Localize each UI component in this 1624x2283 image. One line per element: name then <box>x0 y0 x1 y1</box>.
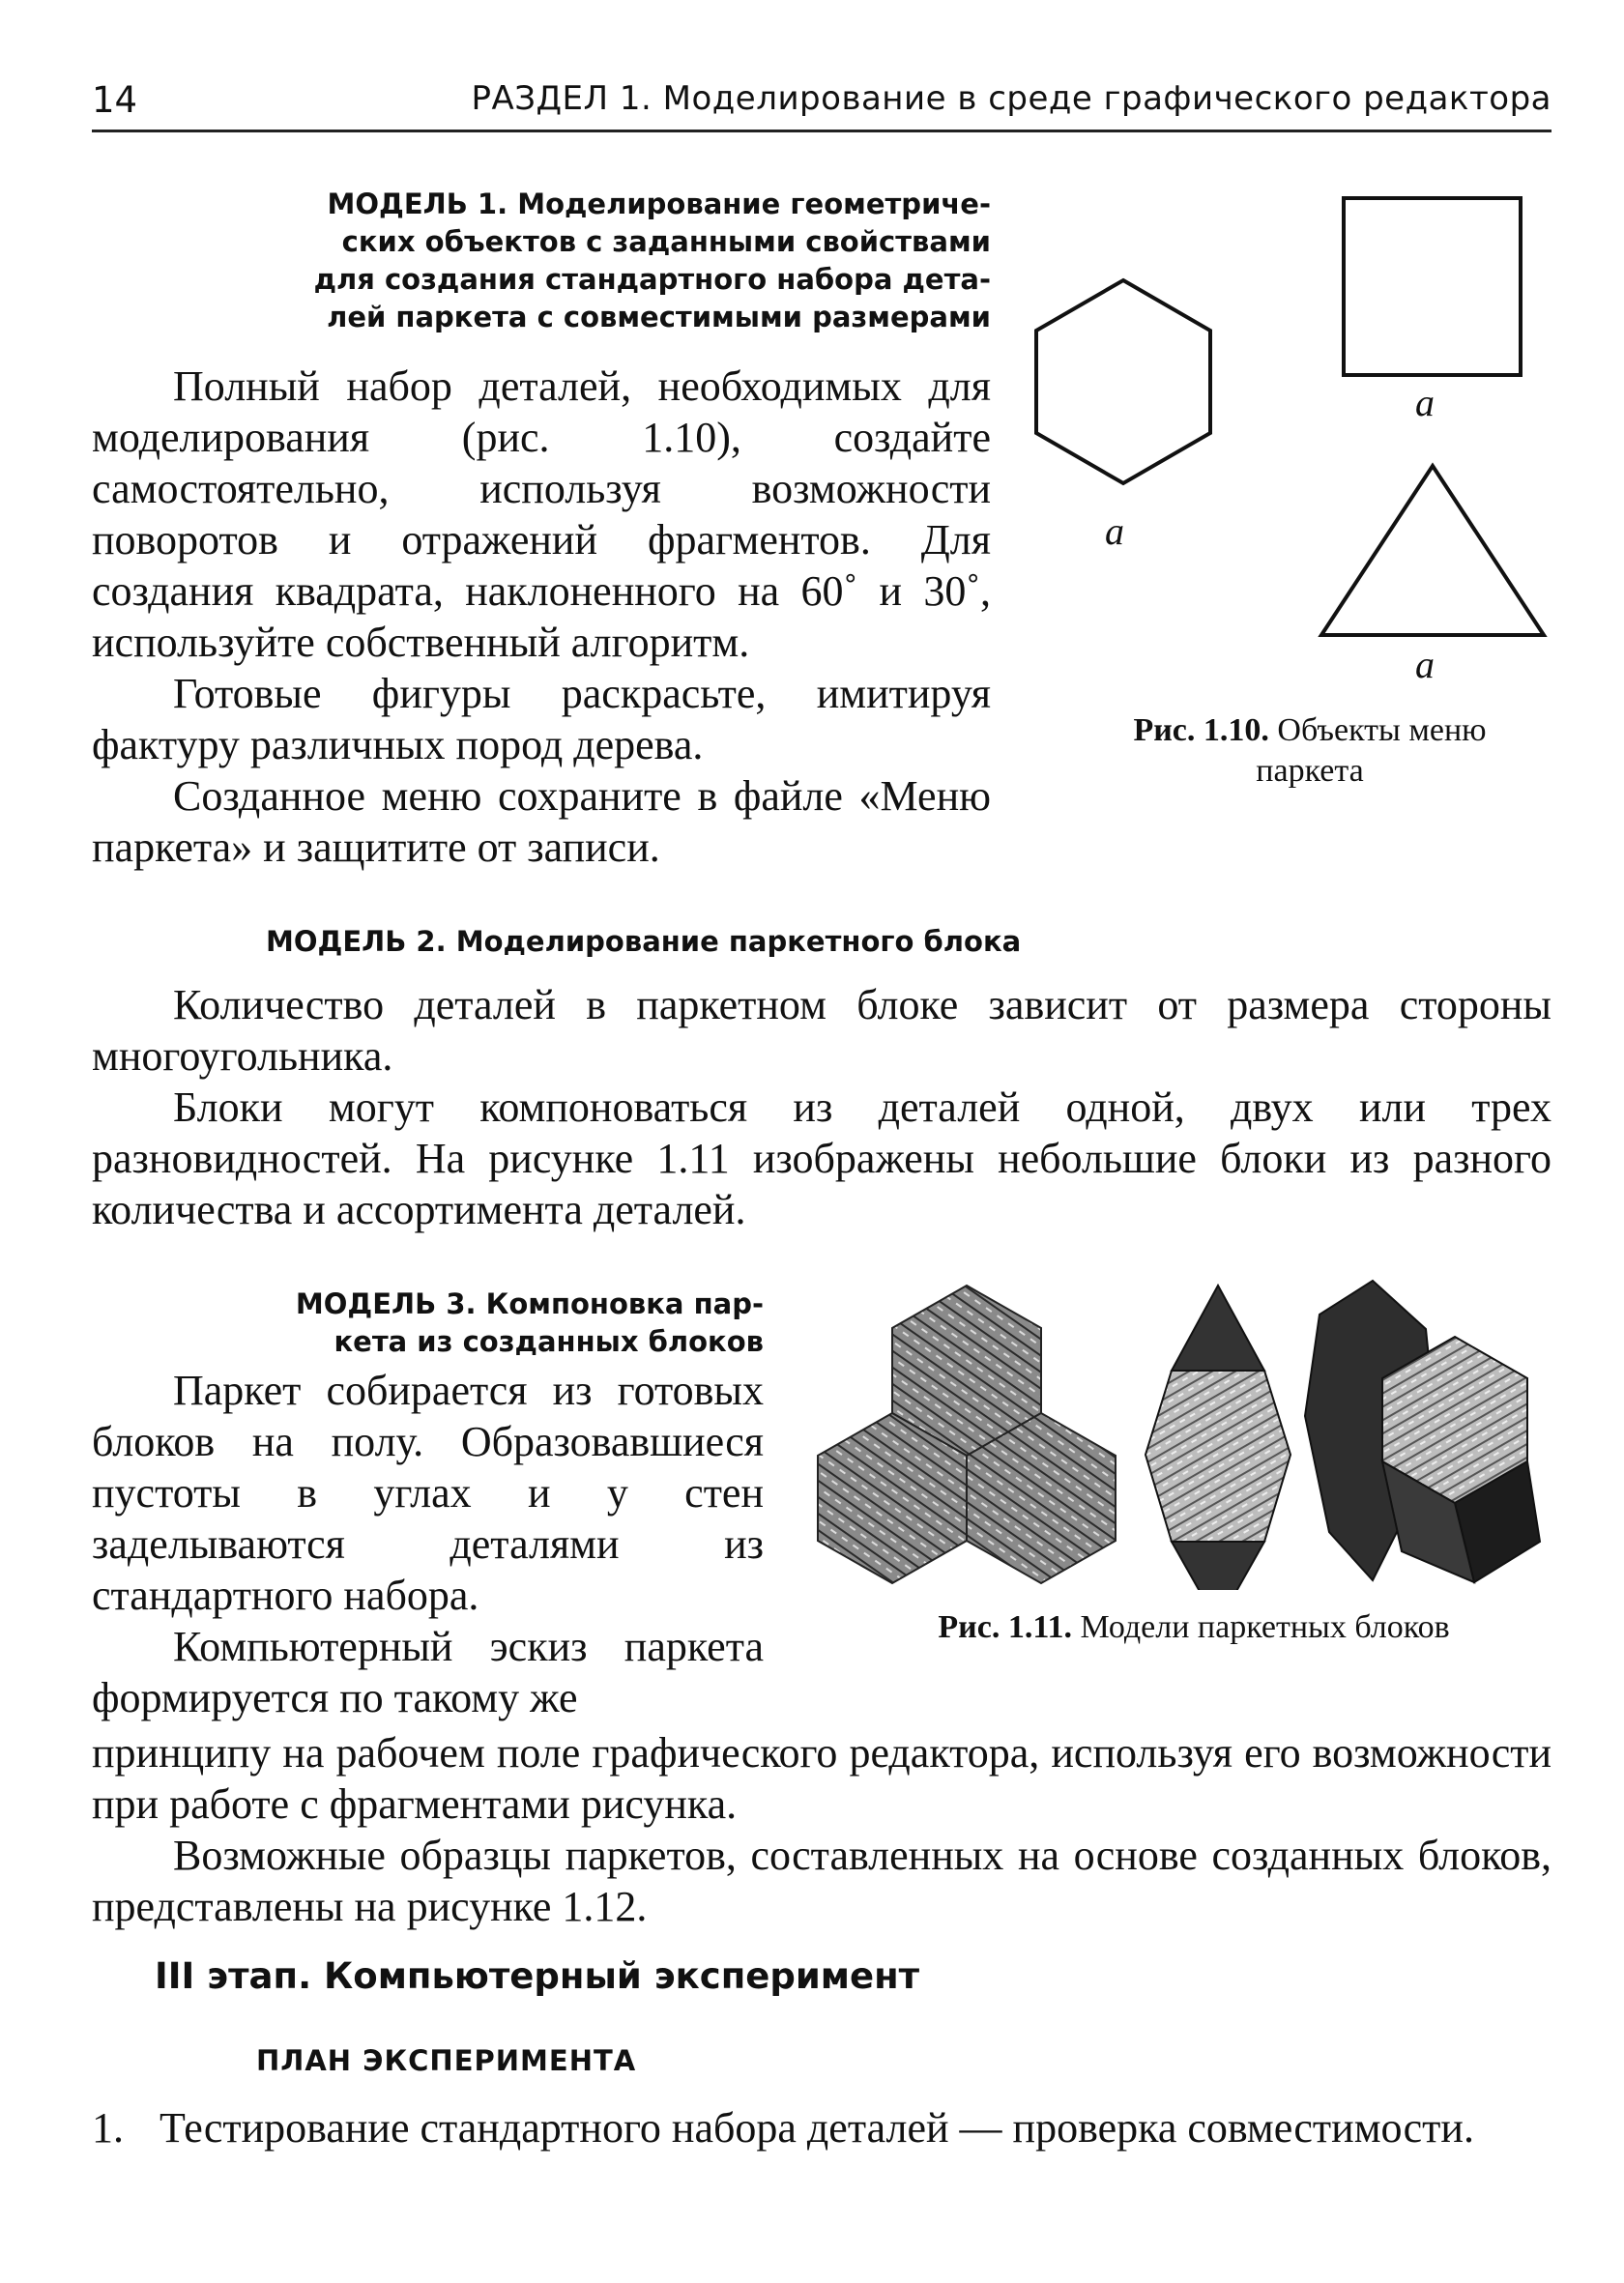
parquet-block-three-hexagons <box>818 1286 1116 1583</box>
figure-1-10-text: Объекты меню <box>1268 712 1487 748</box>
model1-paragraph: Готовые фигуры раскрасьте, имитируя фактуру различных пород дерева. <box>92 670 991 768</box>
model1-body <box>92 361 991 873</box>
model1-heading-line: для создания стандартного набора дета- <box>313 263 991 296</box>
page-number: 14 <box>92 79 138 121</box>
plan-item <box>92 2102 1552 2153</box>
running-title: РАЗДЕЛ 1. Моделирование в среде графического редактора <box>471 79 1552 118</box>
model3-body-narrow <box>92 1365 764 1723</box>
model3-body-wide <box>92 1727 1552 1932</box>
model1-heading-line: МОДЕЛЬ 1. Моделирование геометриче- <box>327 188 991 220</box>
model1-paragraph: Созданное меню сохраните в файле «Меню паркета» и защитите от записи. <box>92 772 991 871</box>
model3-paragraph: Компьютерный эскиз паркета формируется по такому же <box>92 1623 764 1721</box>
model2-paragraph: Блоки могут компоноваться из деталей одной, двух или трех разновидностей. На рисунке 1.11 изображены небольшие блоки из разного количества и ассортимента деталей. <box>92 1084 1552 1233</box>
parquet-block-hexagon-squares <box>1305 1281 1540 1582</box>
model1-heading-line: лей паркета с совместимыми размерами <box>327 301 991 333</box>
block2-bottom-triangle <box>1172 1542 1264 1590</box>
hexagon-shape <box>1036 280 1210 483</box>
figure-1-11-text: Модели паркетных блоков <box>1071 1609 1450 1645</box>
plan-item-number: 1. <box>92 2104 124 2152</box>
model3-paragraph-continued: принципу на рабочем поле графического редактора, используя его возможности при работе с фрагментами рисунка. <box>92 1729 1552 1828</box>
model1-heading <box>280 186 991 336</box>
block2-top-triangle <box>1172 1286 1264 1371</box>
triangle-side-label: a <box>1415 643 1435 686</box>
model1-heading-line: ских объектов с заданными свойствами <box>341 225 991 258</box>
square-shape <box>1344 198 1521 375</box>
model3-heading-line: кета из созданных блоков <box>334 1325 764 1358</box>
plan-list <box>92 2102 1552 2153</box>
square-side-label: a <box>1415 381 1435 424</box>
parquet-block-diamond <box>1146 1286 1290 1590</box>
plan-heading: ПЛАН ЭКСПЕРИМЕНТА <box>256 2044 637 2077</box>
figure-1-10 <box>1015 184 1614 686</box>
model2-paragraph: Количество деталей в паркетном блоке зависит от размера стороны многоугольника. <box>92 981 1552 1080</box>
figure-1-11-caption <box>817 1607 1571 1648</box>
model3-heading-line: МОДЕЛЬ 3. Компоновка пар- <box>295 1287 764 1320</box>
triangle-shape <box>1321 466 1544 635</box>
model1-paragraph: Полный набор деталей, необходимых для моделирования (рис. 1.10), создайте самостоятельно, используя возможности поворотов и отражений фрагментов. Для создания квадрата, наклоненного на 60˚ и 30˚, используйте собственный алгоритм. <box>92 362 991 666</box>
model3-paragraph: Возможные образцы паркетов, составленных на основе созданных блоков, представлены на рисунке 1.12. <box>92 1832 1552 1930</box>
block2-square <box>1146 1371 1290 1542</box>
model3-paragraph: Паркет собирается из готовых блоков на полу. Образовавшиеся пустоты в углах и у стен заделываются деталями из стандартного набора. <box>92 1367 764 1619</box>
figure-1-11-number: Рис. 1.11. <box>938 1609 1072 1645</box>
figure-1-10-number: Рис. 1.10. <box>1133 712 1269 748</box>
stage3-heading: III этап. Компьютерный эксперимент <box>155 1955 920 1997</box>
model3-heading <box>242 1286 764 1361</box>
figure-1-10-text-line2: паркета <box>1256 753 1364 789</box>
figure-1-10-caption <box>1049 710 1571 792</box>
model2-body <box>92 979 1552 1235</box>
header-rule <box>92 130 1552 132</box>
model2-heading: МОДЕЛЬ 2. Моделирование паркетного блока <box>266 925 1022 958</box>
plan-item-text: Тестирование стандартного набора деталей — проверка совместимости. <box>160 2104 1474 2152</box>
figure-1-11 <box>817 1261 1571 1590</box>
hexagon-side-label: a <box>1105 509 1124 553</box>
